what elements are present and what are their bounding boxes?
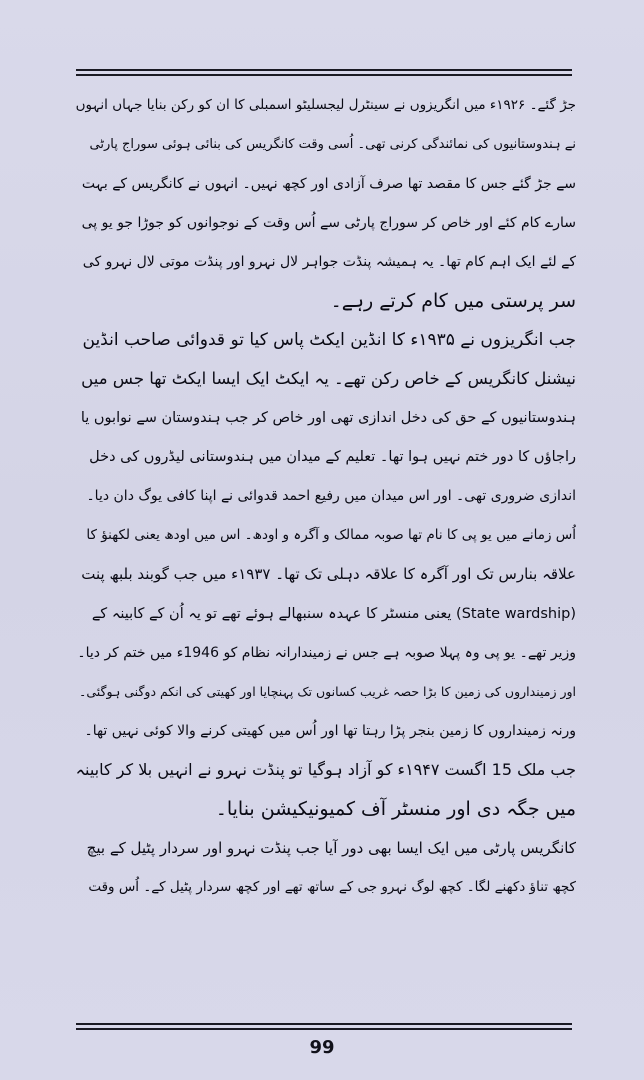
text-line: کانگریس پارٹی میں ایک ایسا بھی دور آیا جب پنڈت نہرو اور سردار پٹیل کے بیچ bbox=[86, 838, 576, 857]
text-line: جب انگریزوں نے ۱۹۳۵ء کا انڈین ایکٹ پاس کیا تو قدوائی صاحب انڈین bbox=[82, 329, 576, 350]
text-line: اُس زمانے میں یو پی کا نام تھا صوبہ ممالک و آگرہ و اودھ۔ اس میں اودھ یعنی لکھنؤ کا bbox=[86, 526, 576, 543]
page-number: 99 bbox=[309, 1037, 335, 1058]
top-double-rule bbox=[76, 69, 572, 76]
text-line: میں جگہ دی اور منسٹر آف کمیونیکیشن بنایا۔ bbox=[215, 797, 576, 820]
text-line: نیشنل کانگریس کے خاص رکن تھے۔ یہ ایکٹ ایک ایسا ایکٹ تھا جس میں bbox=[81, 368, 576, 388]
urdu-text-body bbox=[76, 86, 576, 907]
text-line: اندازی ضروری تھی۔ اور اس میدان میں رفیع احمد قدوائی نے اپنا کافی یوگ دان دیا۔ bbox=[86, 488, 576, 505]
bottom-double-rule bbox=[76, 1023, 572, 1030]
text-line: سر پرستی میں کام کرتے رہے۔ bbox=[330, 289, 576, 312]
text-line: کے لئے ایک اہم کام تھا۔ یہ ہمیشہ پنڈت جواہر لال نہرو اور پنڈت موتی لال نہرو کی bbox=[82, 253, 576, 270]
text-line: جڑ گئے۔ ۱۹۲۶ء میں انگریزوں نے سینٹرل لیجسلیٹو اسمبلی کا ان کو رکن بنایا جہاں انہوں bbox=[76, 96, 576, 113]
text-line: اور زمینداروں کی زمین کا بڑا حصہ غریب کسانوں تک پہنچایا اور کھیتی کی انکم دوگنی ہوگئی۔ bbox=[79, 683, 576, 699]
text-line: وزیر تھے۔ یو پی وہ پہلا صوبہ ہے جس نے زمیندارانہ نظام کو 1946ء میں ختم کر دیا۔ bbox=[77, 644, 576, 661]
text-line: راجاؤں کا دور ختم نہیں ہوا تھا۔ تعلیم کے میدان میں ہندوستانی لیڈروں کی دخل bbox=[89, 449, 576, 466]
text-line: نے ہندوستانیوں کی نمائندگی کرنی تھی۔ اُسی وقت کانگریس کی بنائی ہوئی سوراج پارٹی bbox=[89, 137, 576, 153]
text-line: علاقہ بنارس تک اور آگرہ کا علاقہ دہلی تک تھا۔ ۱۹۳۷ء میں جب گوبند بلبھ پنت bbox=[81, 565, 576, 584]
text-line: سارے کام کئے اور خاص کر سوراج پارٹی سے اُس وقت کے نوجوانوں کو جوڑا جو یو پی bbox=[81, 214, 576, 231]
text-line: ورنہ زمینداروں کا زمین بنجر پڑا رہتا تھا اور اُس میں کھیتی کرنے والا کوئی نہیں تھا۔ bbox=[84, 723, 576, 740]
text-line: ہندوستانیوں کے حق کی دخل اندازی تھی اور خاص کر جب ہندوستان سے نوابوں یا bbox=[80, 410, 576, 427]
text-line: سے جڑ گئے جس کا مقصد تھا صرف آزادی اور کچھ نہیں۔ انہوں نے کانگریس کے بہت bbox=[81, 175, 576, 192]
text-line: کچھ تناؤ دکھنے لگا۔ کچھ لوگ نہرو جی کے ساتھ تھے اور کچھ سردار پٹیل کے۔ اُس وقت bbox=[88, 878, 576, 895]
text-line: (State wardship) یعنی منسٹر کا عہدہ سنبھالے ہوئے تھے تو یہ اُن کے کابینہ کے bbox=[91, 605, 576, 622]
text-line: جب ملک 15 اگست ۱۹۴۷ء کو آزاد ہوگیا تو پنڈت نہرو نے انہیں بلا کر کابینہ bbox=[76, 760, 576, 780]
